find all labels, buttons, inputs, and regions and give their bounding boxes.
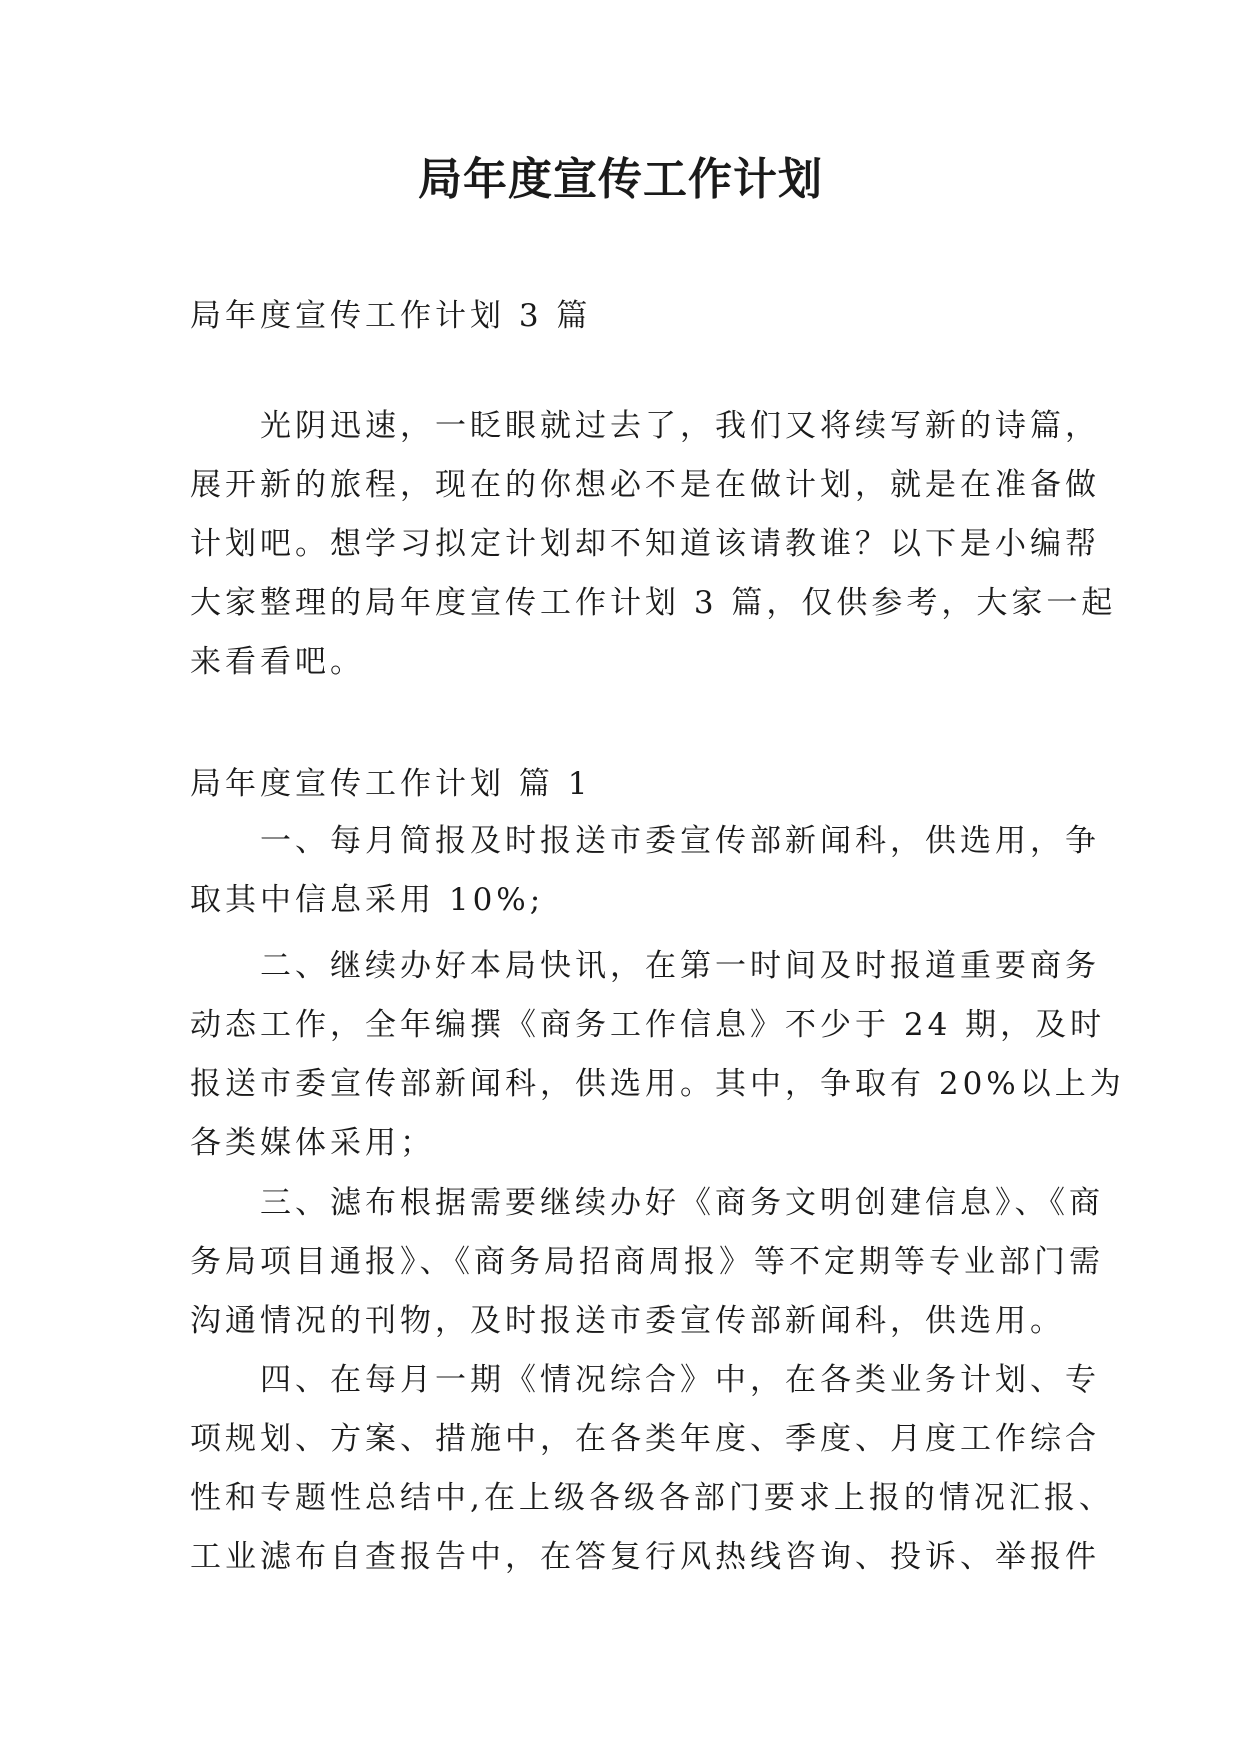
intro-line: 大家整理的局年度宣传工作计划 3 篇，仅供参考，大家一起 xyxy=(190,585,1117,621)
paragraph-item-2 xyxy=(190,937,1125,1173)
paragraph-line: 各类媒体采用； xyxy=(190,1125,435,1161)
intro-line: 展开新的旅程，现在的你想必不是在做计划，就是在准备做 xyxy=(190,467,1100,503)
paragraph-line: 务局项目通报》、《商务局招商周报》等不定期等专业部门需 xyxy=(190,1244,1104,1280)
paragraph-line: 一、每月简报及时报送市委宣传部新闻科，供选用，争 xyxy=(190,823,1100,859)
paragraph-item-4 xyxy=(190,1351,1114,1587)
paragraph-line: 取其中信息采用 10%; xyxy=(190,882,545,918)
paragraph-line: 四、在每月一期《情况综合》中，在各类业务计划、专 xyxy=(190,1362,1100,1398)
paragraph-item-1 xyxy=(190,812,1100,930)
paragraph-line: 沟通情况的刊物，及时报送市委宣传部新闻科，供选用。 xyxy=(190,1303,1065,1339)
paragraph-line: 项规划、方案、措施中，在各类年度、季度、月度工作综合 xyxy=(190,1421,1100,1457)
intro-line: 来看看吧。 xyxy=(190,644,365,680)
paragraph-line: 报送市委宣传部新闻科，供选用。其中，争取有 20%以上为 xyxy=(190,1066,1125,1102)
document-subtitle: 局年度宣传工作计划 3 篇 xyxy=(190,298,592,334)
document-title: 局年度宣传工作计划 xyxy=(418,154,823,205)
paragraph-line: 性和专题性总结中,在上级各级各部门要求上报的情况汇报、 xyxy=(190,1480,1114,1516)
paragraph-line: 三、滤布根据需要继续办好《商务文明创建信息》、《商 xyxy=(190,1185,1104,1221)
intro-paragraph xyxy=(190,397,1117,692)
paragraph-line: 工业滤布自查报告中，在答复行风热线咨询、投诉、举报件 xyxy=(190,1539,1100,1575)
paragraph-line: 二、继续办好本局快讯，在第一时间及时报道重要商务 xyxy=(190,948,1100,984)
paragraph-line: 动态工作，全年编撰《商务工作信息》不少于 24 期，及时 xyxy=(190,1007,1106,1043)
intro-line: 光阴迅速，一眨眼就过去了，我们又将续写新的诗篇， xyxy=(190,408,1100,444)
section-heading: 局年度宣传工作计划 篇 1 xyxy=(190,766,592,802)
paragraph-item-3 xyxy=(190,1174,1104,1351)
intro-line: 计划吧。想学习拟定计划却不知道该请教谁？以下是小编帮 xyxy=(190,526,1100,562)
